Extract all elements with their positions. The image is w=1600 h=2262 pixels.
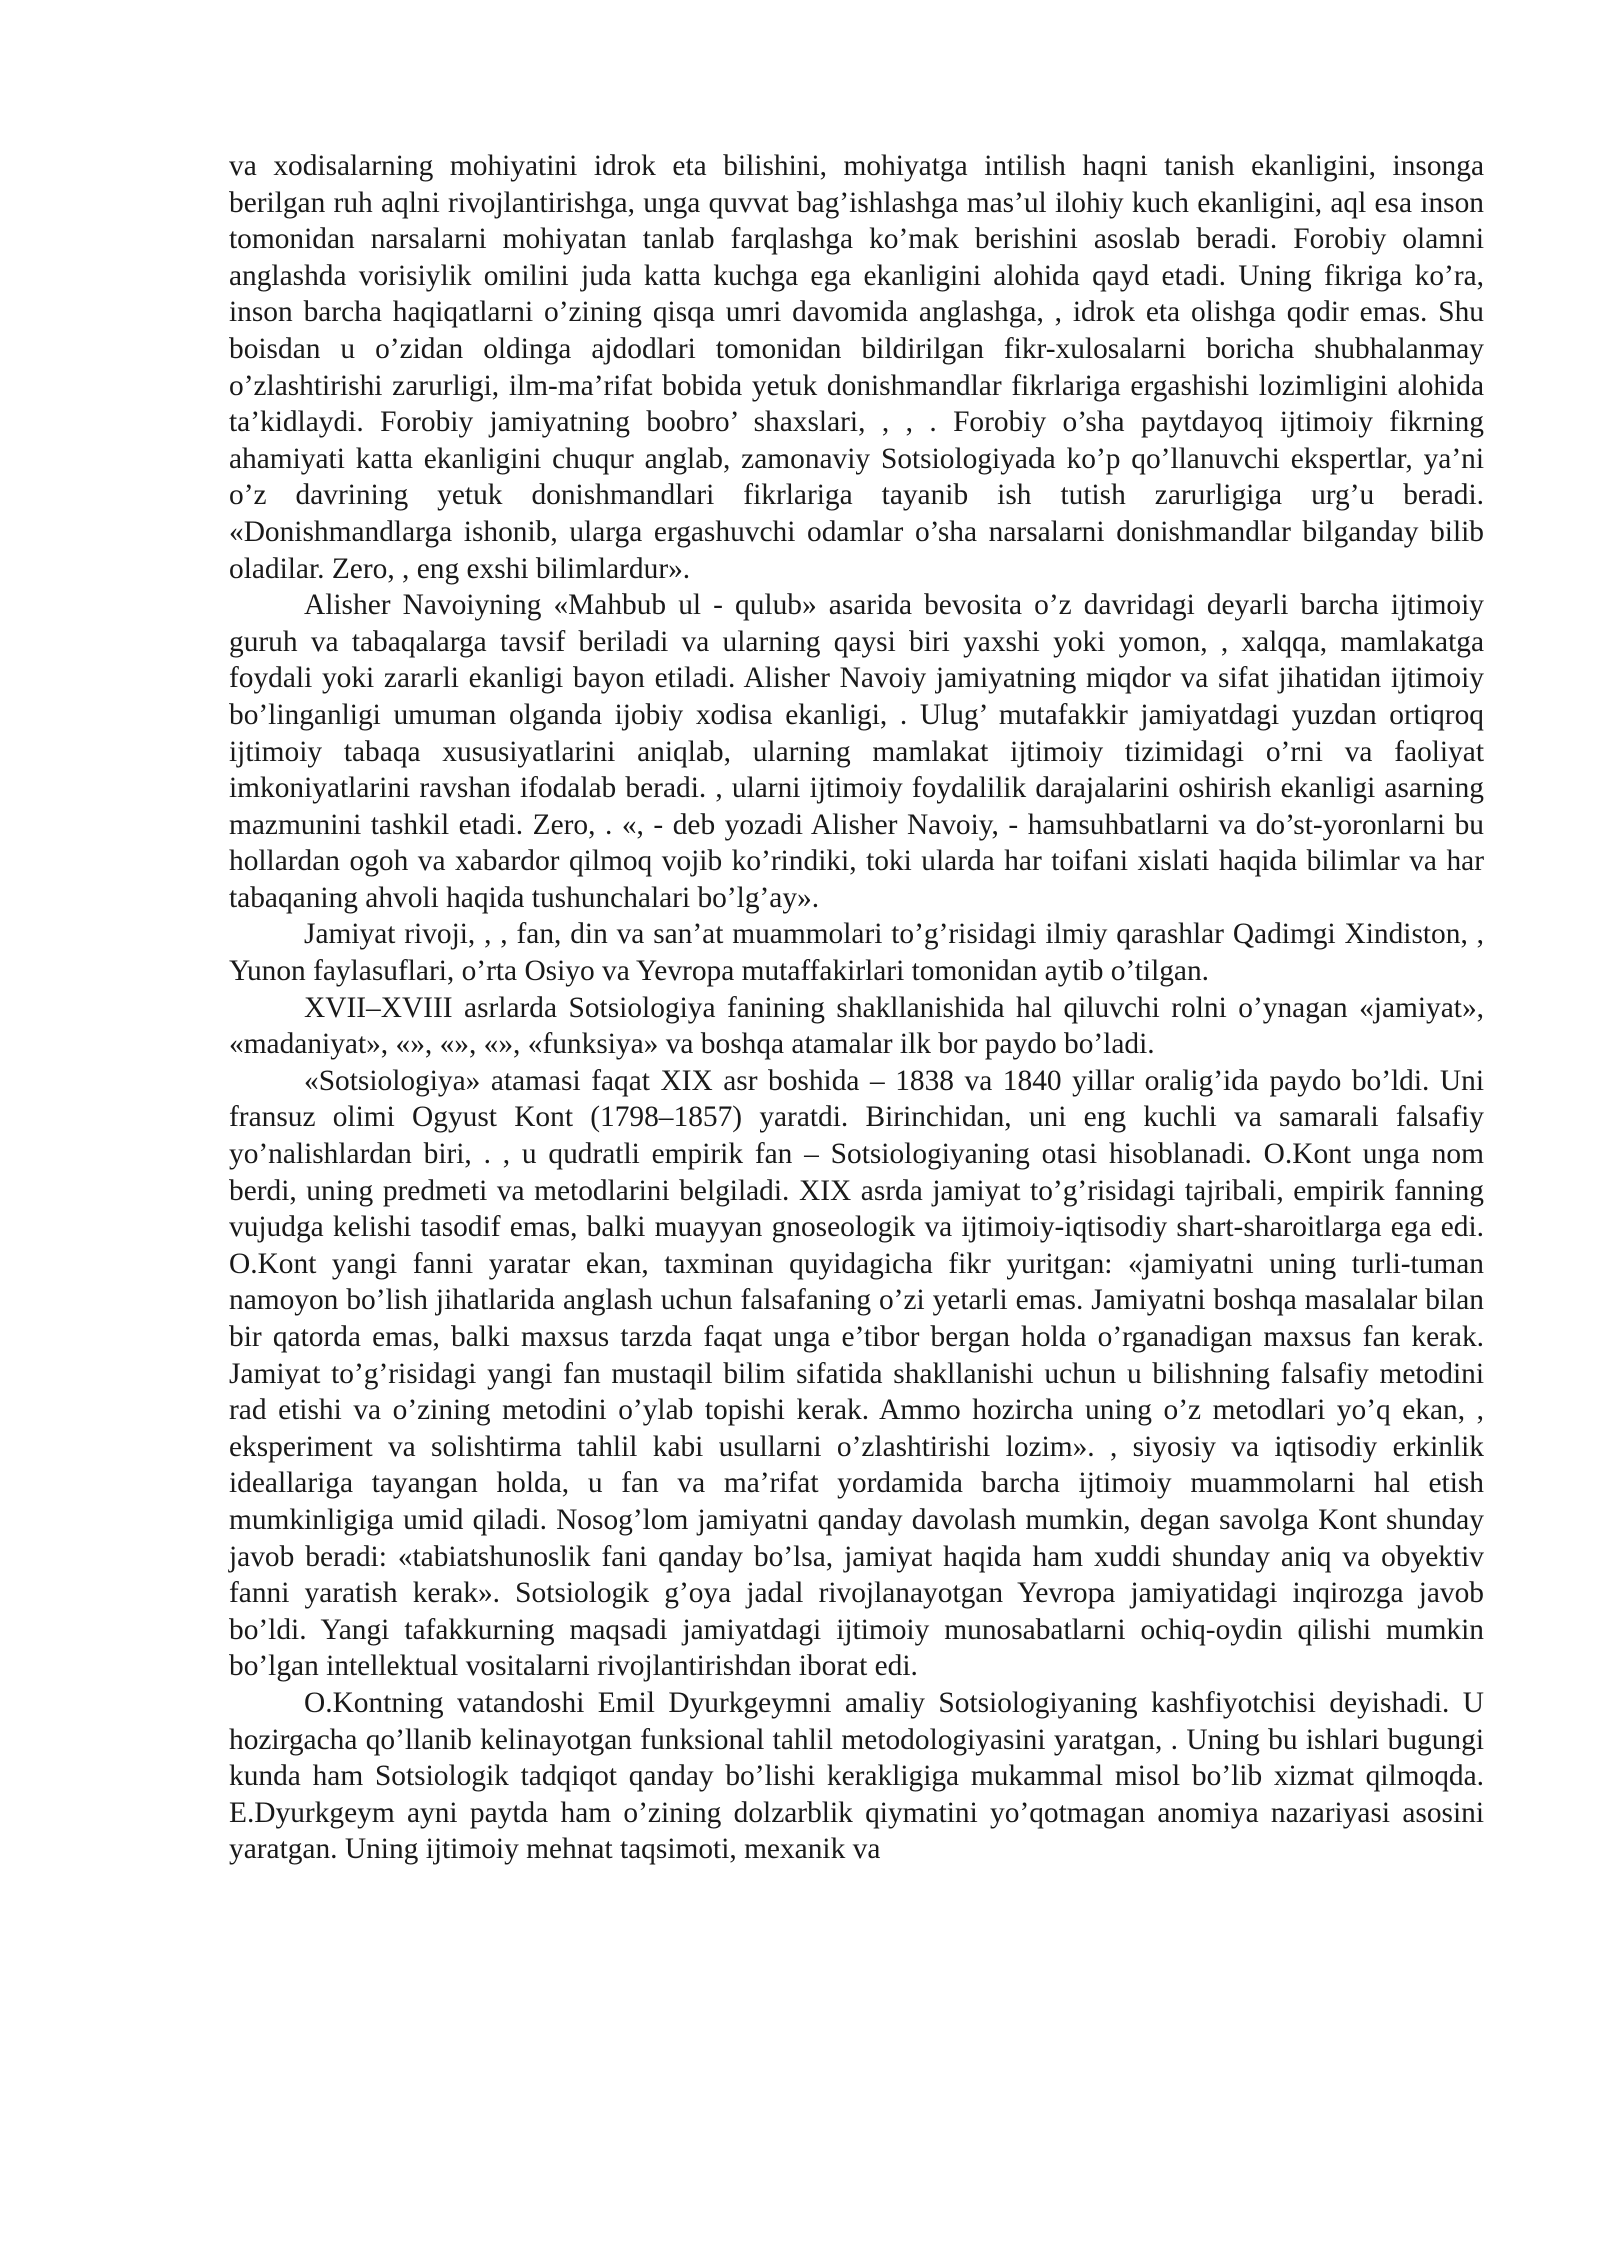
document-page — [229, 148, 1484, 1868]
paragraph-1: va xodisalarning mohiyatini idrok eta bilishini, mohiyatga intilish haqni tanish ekanligini, insonga berilgan ruh aqlni rivojlantirishga, unga quvvat bag’ishlashga mas’ul ilohiy kuch ekanligini, aql esa inson tomonidan narsalarni mohiyatan tanlab farqlashga ko’mak berishini asoslab beradi. Forobiy olamni anglashda vorisiylik omilini juda katta kuchga ega ekanligini alohida qayd etadi. Uning fikriga ko’ra, inson barcha haqiqatlarni o’zining qisqa umri davomida anglashga, , idrok eta olishga qodir emas. Shu boisdan u o’zidan oldinga ajdodlari tomonidan bildirilgan fikr-xulosalarni boricha shubhalanmay o’zlashtirishi zarurligi, ilm-ma’rifat bobida yetuk donishmandlar fikrlariga ergashishi lozimligini alohida ta’kidlaydi. Forobiy jamiyatning boobro’ shaxslari, , , . Forobiy o’sha paytdayoq ijtimoiy fikrning ahamiyati katta ekanligini chuqur anglab, zamonaviy Sotsiologiyada ko’p qo’llanuvchi ekspertlar, ya’ni o’z davrining yetuk donishmandlari fikrlariga tayanib ish tutish zarurligiga urg’u beradi. «Donishmandlarga ishonib, ularga ergashuvchi odamlar o’sha narsalarni donishmandlar bilganday bilib oladilar. Zero, , eng exshi bilimlardur». — [229, 150, 1484, 585]
paragraph-3: Jamiyat rivoji, , , fan, din va san’at muammolari to’g’risidagi ilmiy qarashlar Qadimgi Xindiston, , Yunon faylasuflari, o’rta Osiyo va Yevropa mutaffakirlari tomonidan aytib o’tilgan. — [229, 918, 1484, 988]
paragraph-4: XVII–XVIII asrlarda Sotsiologiya fanining shakllanishida hal qiluvchi rolni o’ynagan «jamiyat», «madaniyat», «», «», «», «funksiya» va boshqa atamalar ilk bor paydo bo’ladi. — [229, 991, 1484, 1061]
paragraph-6: O.Kontning vatandoshi Emil Dyurkgeymni amaliy Sotsiologiyaning kashfiyotchisi deyishadi. U hozirgacha qo’llanib kelinayotgan funksional tahlil metodologiyasini yaratgan, . Uning bu ishlari bugungi kunda ham Sotsiologik tadqiqot qanday bo’lishi kerakligiga mukammal misol bo’lib xizmat qilmoqda. E.Dyurkgeym ayni paytda ham o’zining dolzarblik qiymatini yo’qotmagan anomiya nazariyasi asosini yaratgan. Uning ijtimoiy mehnat taqsimoti, mexanik va — [229, 1686, 1484, 1866]
paragraph-5: «Sotsiologiya» atamasi faqat XIX asr boshida – 1838 va 1840 yillar oralig’ida paydo bo’ldi. Uni fransuz olimi Ogyust Kont (1798–1857) yaratdi. Birinchidan, uni eng kuchli va samarali falsafiy yo’nalishlardan biri, . , u qudratli empirik fan – Sotsiologiyaning otasi hisoblanadi. O.Kont unga nom berdi, uning predmeti va metodlarini belgiladi. XIX asrda jamiyat to’g’risidagi tajribali, empirik fanning vujudga kelishi tasodif emas, balki muayyan gnoseologik va ijtimoiy-iqtisodiy shart-sharoitlarga ega edi. O.Kont yangi fanni yaratar ekan, taxminan quyidagicha fikr yuritgan: «jamiyatni uning turli-tuman namoyon bo’lish jihatlarida anglash uchun falsafaning o’zi yetarli emas. Jamiyatni boshqa masalalar bilan bir qatorda emas, balki maxsus tarzda faqat unga e’tibor bergan holda o’rganadigan maxsus fan kerak. Jamiyat to’g’risidagi yangi fan mustaqil bilim sifatida shakllanishi uchun u bilishning falsafiy metodini rad etishi va o’zining metodini o’ylab topishi kerak. Ammo hozircha uning o’z metodlari yo’q ekan, , eksperiment va solishtirma tahlil kabi usullarni o’zlashtirishi lozim». , siyosiy va iqtisodiy erkinlik ideallariga tayangan holda, u fan va ma’rifat yordamida barcha ijtimoiy muammolarni hal etish mumkinligiga umid qiladi. Nosog’lom jamiyatni qanday davolash mumkin, degan savolga Kont shunday javob beradi: «tabiatshunoslik fani qanday bo’lsa, jamiyat haqida ham xuddi shunday aniq va obyektiv fanni yaratish kerak». Sotsiologik g’oya jadal rivojlanayotgan Yevropa jamiyatidagi inqirozga javob bo’ldi. Yangi tafakkurning maqsadi jamiyatdagi ijtimoiy munosabatlarni ochiq-oydin qilishi mumkin bo’lgan intellektual vositalarni rivojlantirishdan iborat edi. — [229, 1064, 1484, 1683]
paragraph-2: Alisher Navoiyning «Mahbub ul - qulub» asarida bevosita o’z davridagi deyarli barcha ijtimoiy guruh va tabaqalarga tavsif beriladi va ularning qaysi biri yaxshi yoki yomon, , xalqqa, mamlakatga foydali yoki zararli ekanligi bayon etiladi. Alisher Navoiy jamiyatning miqdor va sifat jihatidan ijtimoiy bo’linganligi umuman olganda ijobiy xodisa ekanligi, . Ulug’ mutafakkir jamiyatdagi yuzdan ortiqroq ijtimoiy tabaqa xususiyatlarini aniqlab, ularning mamlakat ijtimoiy tizimidagi o’rni va faoliyat imkoniyatlarini ravshan ifodalab beradi. , ularni ijtimoiy foydalilik darajalarini oshirish ekanligi asarning mazmunini tashkil etadi. Zero, . «, - deb yozadi Alisher Navoiy, - hamsuhbatlarni va do’st-yoronlarni bu hollardan ogoh va xabardor qilmoq vojib ko’rindiki, toki ularda har toifani xislati haqida bilimlar va har tabaqaning ahvoli haqida tushunchalari bo’lg’ay». — [229, 589, 1484, 914]
